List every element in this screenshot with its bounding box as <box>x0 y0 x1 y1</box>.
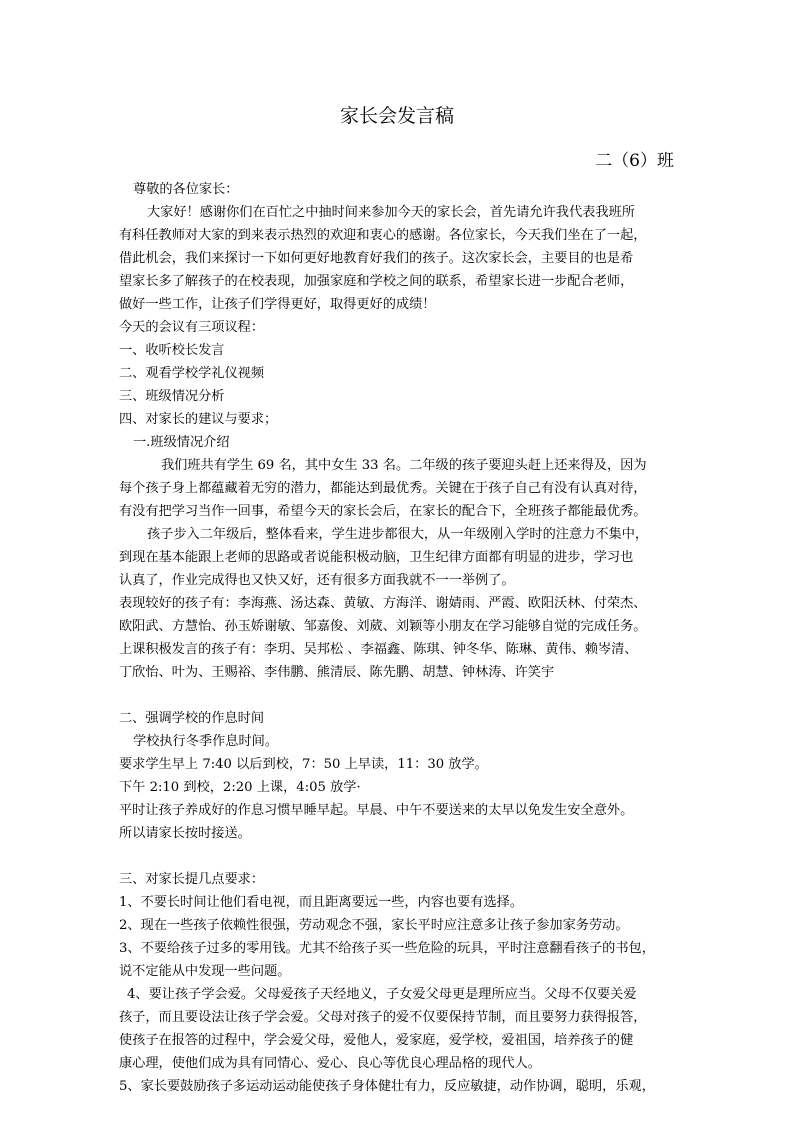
document-title: 家长会发言稿 <box>339 105 454 127</box>
paragraph-line: 三、班级情况分析 <box>119 389 225 404</box>
paragraph-line: 三、对家长提几点要求： <box>119 872 265 887</box>
paragraph-line: 尊敬的各位家长： <box>133 182 239 197</box>
paragraph-line: 上课积极发言的孩子有：李玥、吴邦松 、李福鑫、陈琪、钟冬华、陈琳、黄伟、赖岑清、 <box>119 642 638 657</box>
paragraph-line: 学校执行冬季作息时间。 <box>133 734 279 749</box>
paragraph-line: 有科任教师对大家的到来表示热烈的欢迎和衷心的感谢。各位家长，今天我们坐在了一起， <box>119 228 647 243</box>
paragraph-line: 所以请家长按时接送。 <box>119 826 251 841</box>
paragraph-line: 1、不要长时间让他们看电视，而且距离要远一些，内容也要有选择。 <box>119 895 524 910</box>
paragraph-line: 做好一些工作，让孩子们学得更好，取得更好的成绩！ <box>119 297 436 312</box>
paragraph-line: 每个孩子身上都蕴藏着无穷的潜力，都能达到最优秀。关键在于孩子自己有没有认真对待， <box>119 481 647 496</box>
blank-line <box>119 684 679 707</box>
paragraph-line: 使孩子在报答的过程中，学会爱父母，爱他人，爱家庭，爱学校，爱祖国，培养孩子的健 <box>119 1033 634 1048</box>
paragraph-line: 借此机会，我们来探讨一下如何更好地教育好我们的孩子。这次家长会，主要目的也是希 <box>119 251 634 266</box>
class-name: 二（6）班 <box>595 151 674 171</box>
paragraph-line: 欧阳武、方慧怡、孙玉娇谢敏、邹嘉俊、刘葳、刘颖等小朋友在学习能够自觉的完成任务。 <box>119 619 647 634</box>
paragraph-line: 丁欣怡、叶为、王赐裕、李伟鹏、熊清辰、陈先鹏、胡慧、钟林涛、许笑宇 <box>119 665 555 680</box>
paragraph-line: 5、家长要鼓励孩子多运动运动能使孩子身体健壮有力，反应敏捷，动作协调，聪明，乐观， <box>119 1079 655 1094</box>
paragraph-line: 到现在基本能跟上老师的思路或者说能积极动脑，卫生纪律方面都有明显的进步，学习也 <box>119 550 634 565</box>
paragraph-line: 表现较好的孩子有：李海燕、汤达森、黄敏、方海洋、谢婧雨、严霞、欧阳沃林、付荣杰、 <box>119 596 647 611</box>
paragraph-line: 我们班共有学生 69 名，其中女生 33 名。二年级的孩子要迎头赶上还来得及，因为 <box>161 458 647 473</box>
paragraph-line: 2、现在一些孩子依赖性很强，劳动观念不强，家长平时应注意多让孩子参加家务劳动。 <box>119 918 629 933</box>
paragraph-line: 说不定能从中发现一些问题。 <box>119 964 291 979</box>
paragraph-line: 二、观看学校学礼仪视频 <box>119 366 265 381</box>
paragraph-line: 认真了，作业完成得也又快又好，还有很多方面我就不一一举例了。 <box>119 573 515 588</box>
paragraph-line: 今天的会议有三项议程： <box>119 320 265 335</box>
paragraph-line: 一.班级情况介绍 <box>133 435 230 450</box>
paragraph-line: 4、要让孩子学会爱。父母爱孩子天经地义，子女爱父母更是理所应当。父母不仅要关爱 <box>127 987 637 1002</box>
paragraph-line: 孩子步入二年级后，整体看来，学生进步都很大，从一年级刚入学时的注意力不集中， <box>147 527 649 542</box>
document-body <box>119 178 679 1098</box>
paragraph-line: 孩子，而且要设法让孩子学会爱。父母对孩子的爱不仅要保持节制，而且要努力获得报答， <box>119 1010 647 1025</box>
paragraph-line: 二、强调学校的作息时间 <box>119 711 265 726</box>
paragraph-line: 要求学生早上 7:40 以后到校，7：50 上早读，11：30 放学。 <box>119 757 488 772</box>
paragraph-line: 平时让孩子养成好的作息习惯早睡早起。早晨、中午不要送来的太早以免发生安全意外。 <box>119 803 634 818</box>
paragraph-line: 3、不要给孩子过多的零用钱。尤其不给孩子买一些危险的玩具，平时注意翻看孩子的书包， <box>119 941 655 956</box>
paragraph-line: 下午 2:10 到校，2:20 上课，4:05 放学· <box>119 780 361 795</box>
paragraph-line: 一、收听校长发言 <box>119 343 225 358</box>
paragraph-line: 望家长多了解孩子的在校表现，加强家庭和学校之间的联系，希望家长进一步配合老师， <box>119 274 634 289</box>
paragraph-line: 四、对家长的建议与要求； <box>119 412 278 427</box>
paragraph-line: 有没有把学习当作一回事，希望今天的家长会后，在家长的配合下，全班孩子都能最优秀。 <box>119 504 647 519</box>
blank-line <box>119 845 679 868</box>
paragraph-line: 康心理，使他们成为具有同情心、爱心、良心等优良心理品格的现代人。 <box>119 1056 541 1071</box>
paragraph-line: 大家好！感谢你们在百忙之中抽时间来参加今天的家长会，首先请允许我代表我班所 <box>147 205 635 220</box>
